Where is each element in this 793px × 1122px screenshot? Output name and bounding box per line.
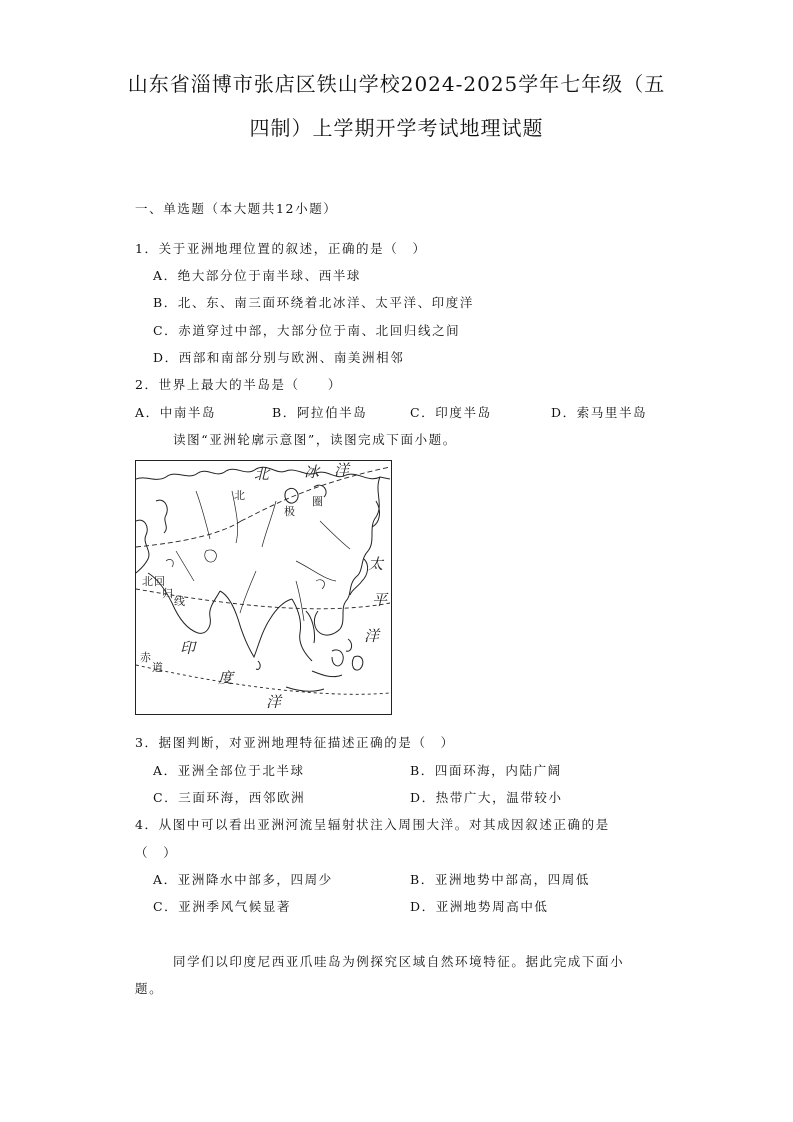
map-label-bei: 北 (254, 465, 270, 483)
section-heading: 一、单选题（本大题共12小题） (135, 201, 338, 216)
page-title-line-1: 山东省淄博市张店区铁山学校2024-2025学年七年级（五 (127, 72, 666, 96)
question-1-option-b: B．北、东、南三面环绕着北冰洋、太平洋、印度洋 (153, 295, 474, 310)
asia-outline-map (135, 460, 392, 715)
map-label-tropic-1: 北 (142, 575, 153, 588)
map-label-yang-pacific: 洋 (364, 627, 380, 645)
map-label-yang-arctic: 洋 (334, 461, 350, 479)
map-label-ping: 平 (372, 591, 388, 609)
question-3-stem: 3．据图判断，对亚洲地理特征描述正确的是（ ） (135, 735, 455, 750)
map-label-arctic-circle-3: 圈 (312, 495, 323, 508)
question-3-option-d: D．热带广大，温带较小 (410, 790, 563, 805)
question-2-stem: 2．世界上最大的半岛是（ ） (135, 377, 342, 392)
question-3-option-c: C．三面环海，西邻欧洲 (153, 790, 306, 805)
question-4-option-c: C．亚洲季风气候显著 (153, 899, 292, 914)
question-1-option-c: C．赤道穿过中部，大部分位于南、北回归线之间 (153, 323, 461, 338)
java-intro-line-1: 同学们以印度尼西亚爪哇岛为例探究区域自然环境特征。据此完成下面小 (173, 954, 625, 969)
page-title-line-2: 四制）上学期开学考试地理试题 (249, 116, 544, 140)
question-2-option-a: A．中南半岛 (135, 405, 217, 420)
question-4-option-d: D．亚洲地势周高中低 (410, 899, 549, 914)
question-4-option-b: B．亚洲地势中部高，四周低 (410, 872, 590, 887)
map-label-tropic-3: 归 (162, 587, 173, 600)
map-label-yang-indian: 洋 (266, 693, 282, 711)
map-label-tropic-2: 回 (154, 575, 165, 588)
map-label-equator-2: 道 (152, 661, 163, 674)
question-1-option-d: D．西部和南部分别与欧洲、南美洲相邻 (153, 350, 405, 365)
question-1-stem: 1．关于亚洲地理位置的叙述，正确的是（ ） (135, 241, 427, 256)
java-intro-line-2: 题。 (135, 981, 164, 996)
map-label-equator-1: 赤 (140, 651, 151, 664)
map-intro: 读图“亚洲轮廓示意图”，读图完成下面小题。 (173, 432, 457, 447)
question-3-option-b: B．四面环海，内陆广阔 (410, 763, 562, 778)
map-label-arctic-circle-1: 北 (234, 489, 245, 502)
question-1-option-a: A．绝大部分位于南半球、西半球 (153, 268, 362, 283)
asia-outline-drawing (136, 461, 390, 713)
question-4-stem: 4．从图中可以看出亚洲河流呈辐射状注入周围大洋。对其成因叙述正确的是 (135, 817, 610, 832)
map-label-yin: 印 (180, 639, 196, 657)
map-label-bing: 冰 (304, 463, 320, 481)
question-2-option-d: D．索马里半岛 (551, 405, 648, 420)
map-label-du: 度 (218, 669, 234, 687)
map-label-tai: 太 (368, 555, 384, 573)
question-4-option-a: A．亚洲降水中部多，四周少 (153, 872, 333, 887)
question-3-option-a: A．亚洲全部位于北半球 (153, 763, 305, 778)
map-label-arctic-circle-2: 极 (284, 505, 295, 518)
map-label-tropic-4: 线 (174, 595, 185, 608)
question-2-option-b: B．阿拉伯半岛 (272, 405, 368, 420)
question-4-paren: （ ） (135, 845, 178, 860)
question-2-option-c: C．印度半岛 (410, 405, 492, 420)
